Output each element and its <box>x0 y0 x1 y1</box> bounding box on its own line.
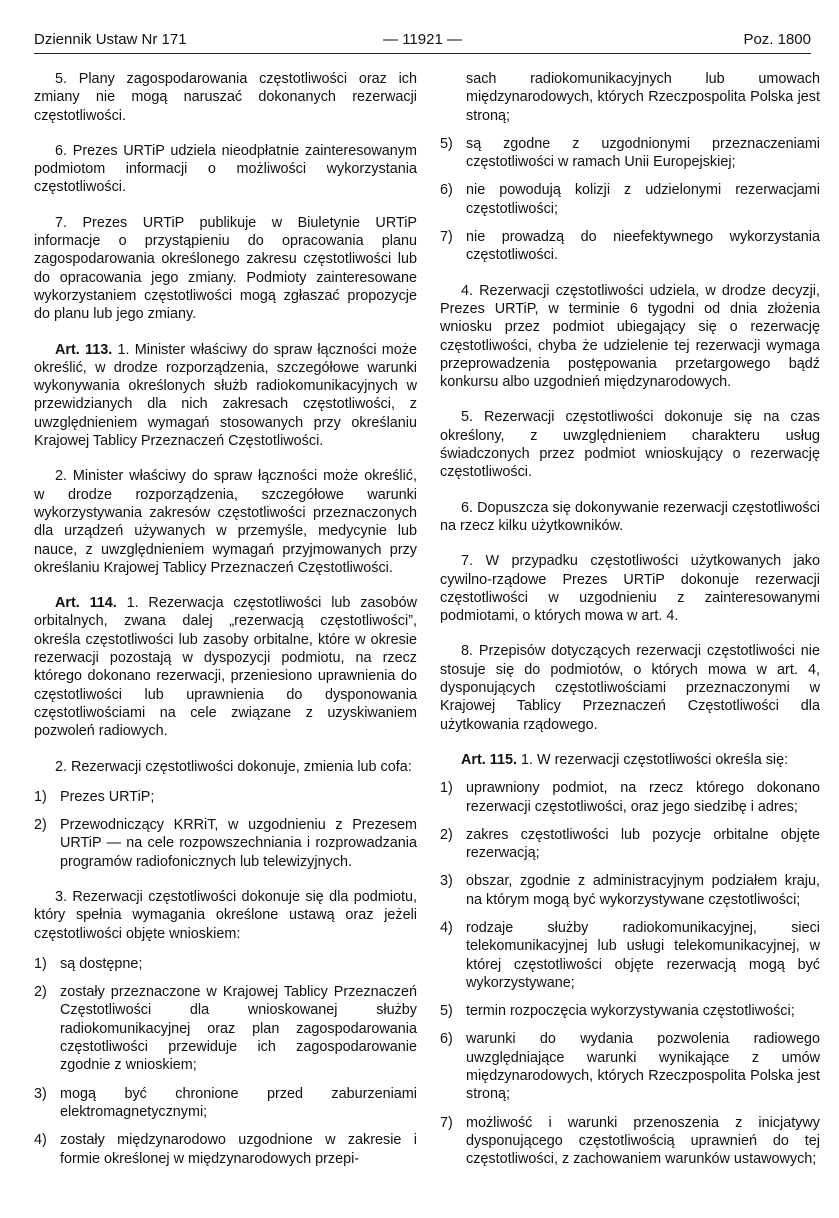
list-text: są zgodne z uzgodnionymi przeznaczeniami częstotliwości w ramach Unii Europejskiej; <box>466 135 820 171</box>
list-item <box>34 816 417 871</box>
paragraph: 3. Rezerwacji częstotliwości dokonuje się dla podmiotu, który spełnia wymagania określone ustawą oraz jeżeli częstotliwości objęte wnioskiem: <box>34 888 417 942</box>
list-number: 7) <box>440 1114 453 1131</box>
list-item <box>440 1002 820 1020</box>
list-text: zostały międzynarodowo uzgodnione w zakresie i formie określonej w międzynarodowych przepi- <box>60 1132 417 1167</box>
paragraph: 8. Przepisów dotyczących rezerwacji częstotliwości nie stosuje się do podmiotów, o których mowa w art. 4, dysponujących częstotliwościami przeznaczonymi w Krajowej Tablicy Przeznaczeń Częstotliwości dla użytkowania rządowego. <box>440 643 820 733</box>
list-item <box>440 826 820 863</box>
list-text: Prezes URTiP; <box>60 788 155 805</box>
header-rule <box>34 53 811 54</box>
list-text: uprawniony podmiot, na rzecz którego dokonano rezerwacji częstotliwości, oraz jego siedzibę i adres; <box>466 780 820 815</box>
article-114 <box>34 594 417 740</box>
list-text: sach radiokomunikacyjnych lub umowach międzynarodowych, których Rzeczpospolita Polska jest stroną; <box>466 71 820 124</box>
article-text: 1. Rezerwacja częstotliwości lub zasobów orbitalnych, zwana dalej „rezerwacją częstotliwości”, określa częstotliwości lub zasoby orbitalne, które w okresie rezerwacji pozostają w dyspozycji podmiotu, na rzecz którego dokonano rezerwacji, przeniesiono uprawnienia do częstotliwości lub uprawnienia do dysponowania częstotliwościami na cele związane z uzyskiwaniem pozwoleń radiowych. <box>34 595 418 740</box>
list-item <box>440 181 820 218</box>
list-number: 2) <box>34 984 47 1001</box>
list-number: 4) <box>440 919 453 936</box>
list-number: 2) <box>440 826 453 843</box>
list-item <box>34 983 417 1074</box>
paragraph: 6. Prezes URTiP udziela nieodpłatnie zainteresowanym podmiotom informacji o możliwości wykorzystania częstotliwości. <box>34 142 417 196</box>
article-label: Art. 115. <box>461 751 517 768</box>
list-item <box>34 955 417 973</box>
right-column <box>440 70 820 1179</box>
article-text: 1. W rezerwacji częstotliwości określa się: <box>517 751 789 768</box>
article-text: 1. Minister właściwy do spraw łączności może określić, w drodze rozporządzenia, szczegółowe warunki wykonywania określonych służb radiokomunikacyjnych w przewidzianych dla nich zakresach częstotliwości, z uwzględnieniem wymagań stosowanych przy określaniu Krajowej Tablicy Przeznaczeń Częstotliwości. <box>34 341 417 450</box>
article-label: Art. 114. <box>55 595 117 612</box>
list-number: 2) <box>34 817 47 834</box>
list-number: 1) <box>34 955 47 972</box>
article-label: Art. 113. <box>55 341 113 358</box>
list-number: 1) <box>440 780 453 797</box>
list-text: nie powodują kolizji z udzielonymi rezerwacjami częstotliwości; <box>466 182 820 217</box>
list-number: 7) <box>440 229 453 246</box>
paragraph: 2. Minister właściwy do spraw łączności może określić, w drodze rozporządzenia, szczegółowe warunki wykorzystywania zakresów częstotliwości przeznaczonych dla urządzeń używanych w przemyśle, medycynie lub nauce, z uwzględnieniem wymagań przyjmowanych przy określaniu Krajowej Tablicy Przeznaczeń Częstotliwości. <box>34 468 417 576</box>
position-number: Poz. 1800 <box>743 31 811 48</box>
list-text: Przewodniczący KRRiT, w uzgodnieniu z Prezesem URTiP — na cele rozpowszechniania i rozprowadzania programów radiofonicznych lub telewizyjnych. <box>60 817 417 870</box>
list-text: możliwość i warunki przenoszenia z inicjatywy dysponującego częstotliwością uprawnień do tej częstotliwości, z zachowaniem warunków ustawowych; <box>466 1114 820 1168</box>
list-item <box>440 779 820 816</box>
list-item <box>440 919 820 992</box>
list-text: nie prowadzą do nieefektywnego wykorzystania częstotliwości. <box>466 229 820 264</box>
list-number: 5) <box>440 135 453 152</box>
list-number: 6) <box>440 1031 453 1048</box>
list-number: 1) <box>34 788 47 805</box>
list-item <box>440 1030 820 1103</box>
list-text: obszar, zgodnie z administracyjnym podziałem kraju, na którym mogą być wykorzystywane częstotliwości; <box>466 873 820 908</box>
article-113 <box>34 341 417 451</box>
list-number: 5) <box>440 1003 453 1020</box>
list-item <box>440 1114 820 1169</box>
list-text: są dostępne; <box>60 955 143 972</box>
list-text: termin rozpoczęcia wykorzystywania częstotliwości; <box>466 1003 795 1020</box>
list-item-continuation <box>440 70 820 125</box>
list-item <box>34 1085 417 1122</box>
list-item <box>34 788 417 806</box>
list-item <box>440 135 820 172</box>
paragraph: 7. Prezes URTiP publikuje w Biuletynie URTiP informacje o przystąpieniu do opracowania planu zagospodarowania określonego zakresu częstotliwości lub do opracowania jego zmiany. Podmioty zainteresowane wykorzystaniem częstotliwości mogą zgłaszać propozycje do planu lub jego zmiany. <box>34 214 417 323</box>
left-column <box>34 70 417 1178</box>
article-115 <box>440 751 820 769</box>
running-header <box>34 30 811 50</box>
list-item <box>440 228 820 265</box>
list-text: warunki do wydania pozwolenia radiowego uwzględniające warunki wynikające z umów międzynarodowych, których Rzeczpospolita Polska jest stroną; <box>466 1031 820 1103</box>
list-number: 6) <box>440 182 453 199</box>
list-number: 3) <box>440 873 453 890</box>
paragraph: 4. Rezerwacji częstotliwości udziela, w drodze decyzji, Prezes URTiP, w terminie 6 tygodni od dnia złożenia wniosku przez podmiot ubiegający się o rezerwację częstotliwości, chyba że udzielenie tej rezerwacji wymaga przeprowadzenia postępowania przetargowego bądź konkursu albo uzgodnień międzynarodowych. <box>440 282 820 391</box>
list-number: 3) <box>34 1085 47 1102</box>
list-item <box>440 872 820 909</box>
page-number: — 11921 — <box>383 31 462 48</box>
list-text: rodzaje służby radiokomunikacyjnej, sieci telekomunikacyjnej lub usługi telekomunikacyjnej, w której częstotliwości objęte rezerwacją mogą być wykorzystywane; <box>466 919 820 991</box>
paragraph: 6. Dopuszcza się dokonywanie rezerwacji częstotliwości na rzecz kilku użytkowników. <box>440 499 820 534</box>
list-text: zostały przeznaczone w Krajowej Tablicy Przeznaczeń Częstotliwości dla wnioskowanej służby radiokomunikacyjnej oraz plan zagospodarowania częstotliwości przewiduje ich zagospodarowanie zgodnie z wnioskiem; <box>60 984 417 1074</box>
journal-title: Dziennik Ustaw Nr 171 <box>34 31 187 48</box>
list-item <box>34 1131 417 1168</box>
list-text: mogą być chronione przed zaburzeniami elektromagnetycznymi; <box>60 1085 417 1120</box>
list-text: zakres częstotliwości lub pozycje orbitalne objęte rezerwacją; <box>466 826 820 862</box>
paragraph: 2. Rezerwacji częstotliwości dokonuje, zmienia lub cofa: <box>55 758 412 775</box>
paragraph: 5. Plany zagospodarowania częstotliwości oraz ich zmiany nie mogą naruszać dokonanych rezerwacji częstotliwości. <box>34 71 417 124</box>
paragraph: 7. W przypadku częstotliwości użytkowanych jako cywilno-rządowe Prezes URTiP dokonuje rezerwacji częstotliwości w uzgodnieniu z zainteresowanymi podmiotami, o których mowa w art. 4. <box>440 553 820 625</box>
paragraph: 5. Rezerwacji częstotliwości dokonuje się na czas określony, z uwzględnieniem charakteru usług świadczonych przez podmiot wnioskujący o rezerwację częstotliwości. <box>440 409 820 481</box>
list-number: 4) <box>34 1132 47 1149</box>
